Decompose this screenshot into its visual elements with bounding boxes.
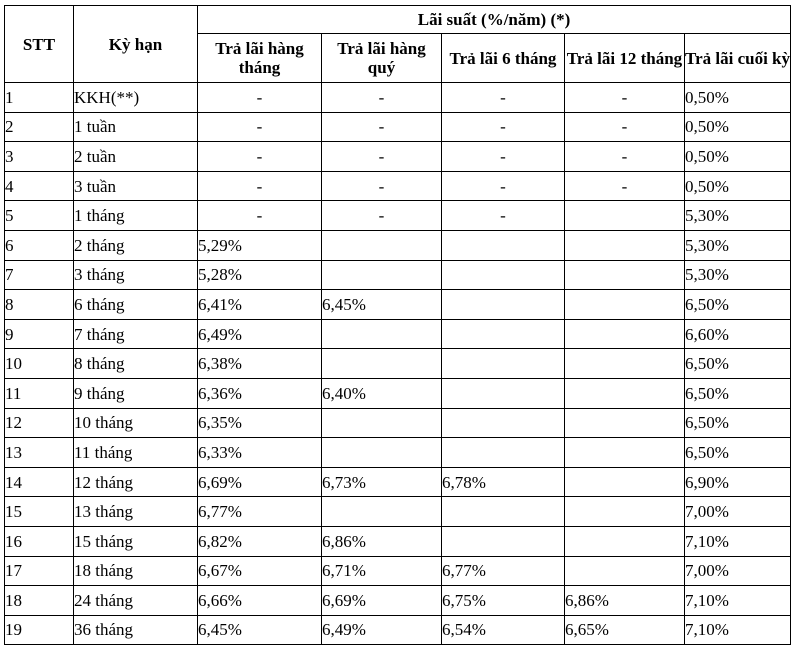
rate-6-months-cell [442, 319, 565, 349]
term-cell: 2 tháng [74, 230, 198, 260]
rate-12-months-cell [565, 349, 685, 379]
stt-cell: 4 [5, 171, 74, 201]
term-cell: 10 tháng [74, 408, 198, 438]
table-row [5, 526, 791, 556]
rate-monthly-cell: 6,82% [198, 526, 322, 556]
rate-monthly-cell: 6,35% [198, 408, 322, 438]
rate-monthly-cell: 6,49% [198, 319, 322, 349]
table-row [5, 349, 791, 379]
stt-cell: 14 [5, 467, 74, 497]
rate-quarterly-cell [322, 319, 442, 349]
rate-group-header: Lãi suất (%/năm) (*) [198, 6, 791, 34]
rate-monthly-cell: 6,33% [198, 438, 322, 468]
stt-cell: 1 [5, 83, 74, 113]
rate-end-of-term-cell: 0,50% [685, 83, 791, 113]
rate-quarterly-cell [322, 230, 442, 260]
table-row [5, 83, 791, 113]
rate-monthly-cell: 6,38% [198, 349, 322, 379]
stt-cell: 6 [5, 230, 74, 260]
term-cell: KKH(**) [74, 83, 198, 113]
table-row [5, 586, 791, 616]
rate-12-months-cell [565, 408, 685, 438]
col-header-12-months: Trả lãi 12 tháng [565, 34, 685, 83]
col-header-monthly: Trả lãi hàng tháng [198, 34, 322, 83]
rate-end-of-term-cell: 5,30% [685, 260, 791, 290]
rate-6-months-cell: - [442, 112, 565, 142]
rate-monthly-cell: - [198, 201, 322, 231]
rate-6-months-cell: 6,78% [442, 467, 565, 497]
rate-12-months-cell [565, 467, 685, 497]
term-cell: 9 tháng [74, 378, 198, 408]
rate-end-of-term-cell: 6,50% [685, 378, 791, 408]
rate-6-months-cell: - [442, 142, 565, 172]
table-row [5, 142, 791, 172]
rate-end-of-term-cell: 7,10% [685, 526, 791, 556]
table-body [5, 83, 791, 645]
stt-cell: 19 [5, 615, 74, 645]
rate-6-months-cell [442, 349, 565, 379]
term-cell: 3 tháng [74, 260, 198, 290]
rate-quarterly-cell: 6,73% [322, 467, 442, 497]
rate-12-months-cell [565, 497, 685, 527]
term-cell: 2 tuần [74, 142, 198, 172]
term-cell: 36 tháng [74, 615, 198, 645]
rate-12-months-cell [565, 319, 685, 349]
rate-6-months-cell [442, 290, 565, 320]
rate-quarterly-cell: - [322, 171, 442, 201]
stt-cell: 11 [5, 378, 74, 408]
term-cell: 1 tháng [74, 201, 198, 231]
rate-6-months-cell [442, 378, 565, 408]
rate-12-months-cell [565, 378, 685, 408]
rate-end-of-term-cell: 7,00% [685, 556, 791, 586]
term-cell: 11 tháng [74, 438, 198, 468]
rate-end-of-term-cell: 5,30% [685, 201, 791, 231]
rate-quarterly-cell: - [322, 83, 442, 113]
rate-monthly-cell: 6,77% [198, 497, 322, 527]
rate-quarterly-cell [322, 408, 442, 438]
rate-6-months-cell [442, 438, 565, 468]
table-row [5, 408, 791, 438]
rate-monthly-cell: - [198, 171, 322, 201]
rate-quarterly-cell: 6,71% [322, 556, 442, 586]
rate-end-of-term-cell: 7,10% [685, 586, 791, 616]
rate-quarterly-cell: 6,69% [322, 586, 442, 616]
table-row [5, 112, 791, 142]
rate-end-of-term-cell: 6,50% [685, 408, 791, 438]
rate-6-months-cell [442, 260, 565, 290]
rate-12-months-cell [565, 556, 685, 586]
term-cell: 12 tháng [74, 467, 198, 497]
rate-12-months-cell [565, 201, 685, 231]
stt-cell: 3 [5, 142, 74, 172]
table-row [5, 201, 791, 231]
rate-end-of-term-cell: 7,00% [685, 497, 791, 527]
term-cell: 6 tháng [74, 290, 198, 320]
rate-end-of-term-cell: 6,90% [685, 467, 791, 497]
col-header-end-of-term: Trả lãi cuối kỳ [685, 34, 791, 83]
stt-cell: 17 [5, 556, 74, 586]
rate-12-months-cell: 6,65% [565, 615, 685, 645]
rate-12-months-cell: - [565, 112, 685, 142]
rate-end-of-term-cell: 0,50% [685, 171, 791, 201]
rate-quarterly-cell: 6,49% [322, 615, 442, 645]
rate-12-months-cell: 6,86% [565, 586, 685, 616]
rate-12-months-cell [565, 260, 685, 290]
rate-monthly-cell: 5,28% [198, 260, 322, 290]
stt-cell: 13 [5, 438, 74, 468]
rate-monthly-cell: 6,69% [198, 467, 322, 497]
rate-12-months-cell: - [565, 171, 685, 201]
rate-monthly-cell: 6,41% [198, 290, 322, 320]
stt-header: STT [5, 6, 74, 83]
rate-6-months-cell: 6,54% [442, 615, 565, 645]
rate-monthly-cell: 6,67% [198, 556, 322, 586]
table-row [5, 497, 791, 527]
term-cell: 15 tháng [74, 526, 198, 556]
table-row [5, 319, 791, 349]
table-row [5, 378, 791, 408]
rate-6-months-cell: - [442, 171, 565, 201]
rate-6-months-cell [442, 408, 565, 438]
rate-12-months-cell [565, 290, 685, 320]
rate-monthly-cell: 6,36% [198, 378, 322, 408]
rate-6-months-cell: - [442, 201, 565, 231]
rate-12-months-cell [565, 438, 685, 468]
rate-monthly-cell: - [198, 83, 322, 113]
stt-cell: 9 [5, 319, 74, 349]
col-header-quarterly: Trả lãi hàng quý [322, 34, 442, 83]
table-row [5, 615, 791, 645]
rate-monthly-cell: 5,29% [198, 230, 322, 260]
term-cell: 8 tháng [74, 349, 198, 379]
rate-6-months-cell: 6,77% [442, 556, 565, 586]
rate-end-of-term-cell: 0,50% [685, 112, 791, 142]
interest-rate-table [4, 5, 791, 645]
term-header: Kỳ hạn [74, 6, 198, 83]
rate-quarterly-cell [322, 438, 442, 468]
rate-monthly-cell: - [198, 112, 322, 142]
rate-quarterly-cell [322, 260, 442, 290]
table-row [5, 467, 791, 497]
rate-monthly-cell: - [198, 142, 322, 172]
rate-12-months-cell [565, 526, 685, 556]
term-cell: 13 tháng [74, 497, 198, 527]
col-header-6-months: Trả lãi 6 tháng [442, 34, 565, 83]
rate-end-of-term-cell: 6,60% [685, 319, 791, 349]
rate-end-of-term-cell: 6,50% [685, 290, 791, 320]
table-row [5, 438, 791, 468]
term-cell: 24 tháng [74, 586, 198, 616]
rate-monthly-cell: 6,66% [198, 586, 322, 616]
stt-cell: 8 [5, 290, 74, 320]
rate-end-of-term-cell: 6,50% [685, 349, 791, 379]
term-cell: 18 tháng [74, 556, 198, 586]
rate-6-months-cell: 6,75% [442, 586, 565, 616]
rate-end-of-term-cell: 7,10% [685, 615, 791, 645]
rate-12-months-cell [565, 230, 685, 260]
stt-cell: 2 [5, 112, 74, 142]
rate-6-months-cell [442, 497, 565, 527]
stt-cell: 12 [5, 408, 74, 438]
table-row [5, 290, 791, 320]
header-row-group [5, 6, 791, 34]
rate-quarterly-cell: - [322, 112, 442, 142]
stt-cell: 10 [5, 349, 74, 379]
rate-quarterly-cell: - [322, 201, 442, 231]
rate-monthly-cell: 6,45% [198, 615, 322, 645]
rate-6-months-cell [442, 526, 565, 556]
table-row [5, 230, 791, 260]
stt-cell: 7 [5, 260, 74, 290]
rate-12-months-cell: - [565, 142, 685, 172]
rate-quarterly-cell [322, 497, 442, 527]
table-row [5, 171, 791, 201]
term-cell: 1 tuần [74, 112, 198, 142]
stt-cell: 18 [5, 586, 74, 616]
stt-cell: 15 [5, 497, 74, 527]
rate-end-of-term-cell: 0,50% [685, 142, 791, 172]
rate-6-months-cell: - [442, 83, 565, 113]
table-row [5, 260, 791, 290]
rate-quarterly-cell: 6,86% [322, 526, 442, 556]
table-row [5, 556, 791, 586]
rate-end-of-term-cell: 5,30% [685, 230, 791, 260]
term-cell: 3 tuần [74, 171, 198, 201]
rate-quarterly-cell: 6,45% [322, 290, 442, 320]
rate-end-of-term-cell: 6,50% [685, 438, 791, 468]
rate-quarterly-cell: 6,40% [322, 378, 442, 408]
stt-cell: 5 [5, 201, 74, 231]
rate-quarterly-cell [322, 349, 442, 379]
stt-cell: 16 [5, 526, 74, 556]
rate-6-months-cell [442, 230, 565, 260]
term-cell: 7 tháng [74, 319, 198, 349]
rate-quarterly-cell: - [322, 142, 442, 172]
rate-12-months-cell: - [565, 83, 685, 113]
